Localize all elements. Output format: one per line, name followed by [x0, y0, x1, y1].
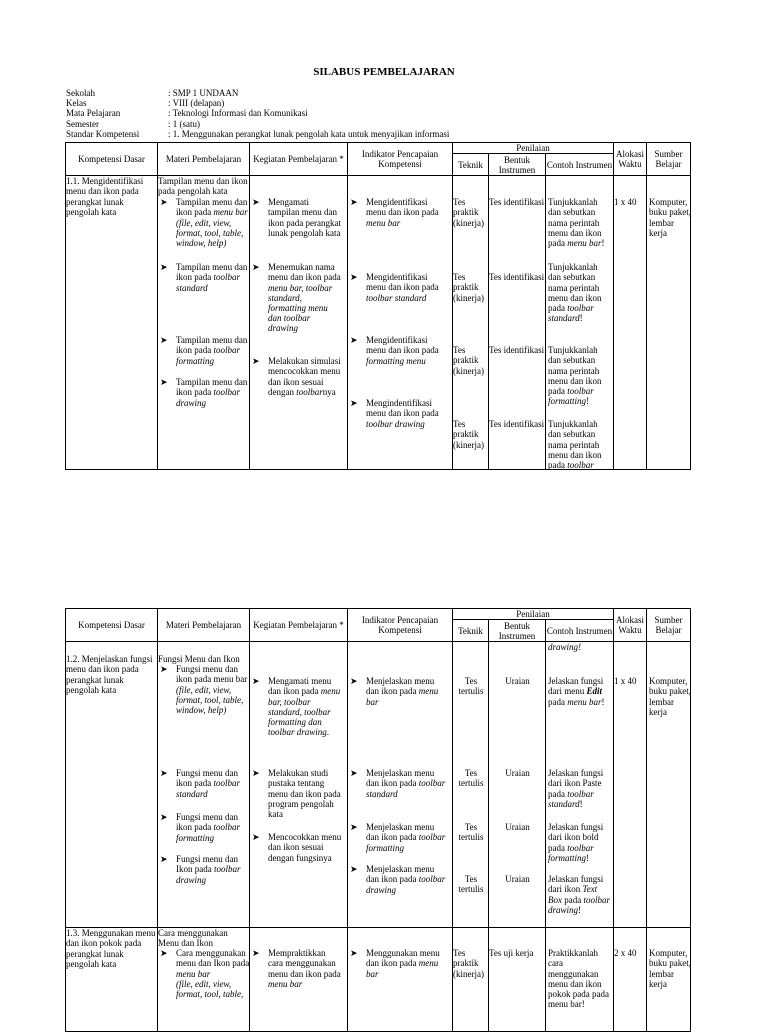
- header-kompetensi-dasar: Kompetensi Dasar: [66, 609, 158, 642]
- indikator-cell: [348, 642, 453, 928]
- materi-item: ➤ Cara menggunakan menu dan Ikon pada menu bar (file, edit, view, format, tool, table,: [160, 948, 250, 1000]
- sumber-cell: [647, 928, 691, 1032]
- bentuk-text: Uraian: [505, 874, 530, 885]
- indikator-item: ➤ Menjelaskan menu dan ikon pada toolbar formatting: [350, 822, 446, 853]
- indikator-item: ➤ Mengindentifikasi menu dan ikon pada toolbar drawing: [350, 398, 439, 429]
- arrow-bullet-icon: ➤: [252, 676, 260, 687]
- syllabus-table-1: [65, 142, 691, 470]
- teknik-text: Tes tertulis: [458, 676, 484, 697]
- arrow-bullet-icon: ➤: [160, 335, 168, 346]
- contoh-cell: [546, 176, 614, 470]
- materi-intro: Tampilan menu dan ikon pada pengolah kata: [158, 176, 248, 197]
- indikator-cell: [348, 176, 453, 470]
- indikator-cell: [348, 928, 453, 1032]
- meta-label: Standar Kompetensi: [66, 128, 140, 139]
- kegiatan-item: ➤ Mempraktikkan cara menggunakan menu dan ikon pada menu bar: [252, 948, 341, 989]
- arrow-bullet-icon: ➤: [160, 197, 168, 208]
- alokasi-text: 1 x 40: [614, 676, 637, 687]
- meta-value: : VIII (delapan): [168, 98, 225, 109]
- kd-text: 1.1. Mengidentifikasi menu dan ikon pada perangkat lunak pengolah kata: [66, 176, 144, 217]
- indikator-item: ➤ Mengidentifikasi menu dan ikon pada formatting menu: [350, 335, 439, 366]
- arrow-bullet-icon: ➤: [350, 948, 358, 959]
- kd-text: 1.3. Menggunakan menu dan ikon pokok pada perangkat lunak pengolah kata: [66, 928, 156, 969]
- header-bentuk: Bentuk Instrumen: [489, 620, 546, 642]
- materi-cell: [158, 176, 250, 470]
- arrow-bullet-icon: ➤: [160, 854, 168, 865]
- meta-label: Sekolah: [66, 88, 95, 98]
- indikator-item: ➤ Mengidentifikasi menu dan ikon pada menu bar: [350, 197, 439, 228]
- arrow-bullet-icon: ➤: [160, 768, 168, 779]
- kd-cell: [66, 928, 158, 1032]
- alokasi-text: 1 x 40: [614, 197, 637, 208]
- materi-item: ➤ Tampilan menu dan ikon pada toolbar formatting: [160, 335, 248, 366]
- alokasi-text: 2 x 40: [614, 948, 637, 959]
- materi-item: ➤ Fungsi menu dan ikon pada menu bar (file, edit, view, format, tool, table, window, help): [160, 664, 248, 716]
- arrow-bullet-icon: ➤: [350, 864, 358, 875]
- arrow-bullet-icon: ➤: [160, 262, 168, 273]
- contoh-text: Jelaskan fungsi dari ikon bold pada toolbar formatting!: [548, 822, 604, 863]
- syllabus-table-2: [65, 608, 691, 1032]
- alokasi-cell: [614, 642, 647, 928]
- materi-item: ➤ Tampilan menu dan ikon pada toolbar drawing: [160, 377, 248, 408]
- materi-item: ➤ Fungsi menu dan ikon pada toolbar standard: [160, 768, 241, 799]
- materi-item: ➤ Tampilan menu dan ikon pada menu bar (file, edit, view, format, tool, table, window, help): [160, 197, 248, 249]
- header-teknik: Teknik: [453, 620, 489, 642]
- arrow-bullet-icon: ➤: [350, 335, 358, 346]
- teknik-text: Tes praktik (kinerja): [453, 419, 484, 450]
- materi-cell: [158, 928, 250, 1032]
- indikator-item: ➤ Menjelaskan menu dan ikon pada toolbar standard: [350, 768, 446, 799]
- kegiatan-cell: [250, 642, 348, 928]
- contoh-text: Tunjukkanlah dan sebutkan nama perintah menu dan ikon pada toolbar standard!: [548, 262, 602, 324]
- header-penilaian: Penilaian: [453, 609, 614, 620]
- bentuk-text: Tes uji kerja: [489, 948, 534, 959]
- teknik-cell: [453, 176, 489, 470]
- header-contoh: Contoh Instrumen: [546, 620, 614, 642]
- contoh-text: Tunjukkanlah dan sebutkan nama perintah menu dan ikon pada toolbar formatting!: [548, 345, 602, 407]
- meta-row: [66, 129, 449, 139]
- arrow-bullet-icon: ➤: [350, 822, 358, 833]
- materi-item: ➤ Fungsi menu dan Ikon pada toolbar drawing: [160, 854, 241, 885]
- sumber-text: Komputer, buku paket, lembar kerja: [649, 948, 691, 989]
- sumber-cell: [647, 642, 691, 928]
- arrow-bullet-icon: ➤: [252, 832, 260, 843]
- kegiatan-cell: [250, 176, 348, 470]
- meta-row: [66, 98, 449, 108]
- meta-value: : 1 (satu): [168, 118, 200, 129]
- teknik-text: Tes tertulis: [458, 874, 484, 895]
- arrow-bullet-icon: ➤: [160, 948, 168, 959]
- meta-value: : 1. Menggunakan perangkat lunak pengolah kata untuk menyajikan informasi: [168, 128, 450, 139]
- contoh-continuation: drawing!: [548, 642, 582, 653]
- materi-item: ➤ Tampilan menu dan ikon pada toolbar standard: [160, 262, 248, 293]
- kegiatan-item: ➤ Melakukan studi pustaka tentang menu dan ikon pada program pengolah kata: [252, 768, 341, 820]
- contoh-cell: [546, 642, 614, 928]
- kegiatan-item: ➤ Melakukan simulasi mencocokkan menu dan ikon sesuai dengan toolbarnya: [252, 356, 341, 397]
- bentuk-cell: [489, 176, 546, 470]
- bentuk-cell: [489, 642, 546, 928]
- header-sumber: Sumber Belajar: [647, 143, 691, 176]
- kd-cell: [66, 176, 158, 470]
- teknik-text: Tes praktik (kinerja): [453, 197, 484, 228]
- arrow-bullet-icon: ➤: [252, 356, 260, 367]
- alokasi-cell: [614, 928, 647, 1032]
- teknik-cell: [453, 928, 489, 1032]
- sumber-text: Komputer, buku paket, lembar kerja: [649, 197, 691, 238]
- teknik-text: Tes praktik (kinerja): [453, 345, 484, 376]
- indikator-item: ➤ Menggunakan menu dan ikon pada menu bar: [350, 948, 440, 979]
- arrow-bullet-icon: ➤: [350, 768, 358, 779]
- teknik-text: Tes tertulis: [458, 822, 484, 843]
- materi-item: ➤ Fungsi menu dan ikon pada toolbar formatting: [160, 812, 241, 843]
- arrow-bullet-icon: ➤: [252, 262, 260, 273]
- header-alokasi: Alokasi Waktu: [614, 609, 647, 642]
- meta-label: Semester: [66, 118, 99, 129]
- bentuk-text: Uraian: [505, 676, 530, 687]
- arrow-bullet-icon: ➤: [350, 398, 358, 409]
- header-sumber: Sumber Belajar: [647, 609, 691, 642]
- page-title: SILABUS PEMBELAJARAN: [313, 66, 455, 78]
- syllabus-meta: [66, 88, 449, 139]
- bentuk-text: Tes identifikasi: [489, 345, 545, 356]
- meta-value: : SMP 1 UNDAAN: [168, 88, 239, 98]
- header-contoh: Contoh Instrumen: [546, 154, 614, 176]
- header-bentuk: Bentuk Instrumen: [489, 154, 546, 176]
- header-indikator: Indikator Pencapaian Kompetensi: [348, 143, 453, 176]
- contoh-cell: [546, 928, 614, 1032]
- header-alokasi: Alokasi Waktu: [614, 143, 647, 176]
- header-kegiatan: Kegiatan Pembelajaran *: [250, 143, 348, 176]
- sumber-cell: [647, 176, 691, 470]
- arrow-bullet-icon: ➤: [252, 948, 260, 959]
- header-teknik: Teknik: [453, 154, 489, 176]
- arrow-bullet-icon: ➤: [160, 377, 168, 388]
- indikator-item: ➤ Menjelaskan menu dan ikon pada menu bar: [350, 676, 439, 707]
- meta-row: [66, 119, 449, 129]
- kegiatan-item: ➤ Mencocokkan menu dan ikon sesuai dengan fungsinya: [252, 832, 342, 863]
- kegiatan-cell: [250, 928, 348, 1032]
- header-kompetensi-dasar: Kompetensi Dasar: [66, 143, 158, 176]
- kegiatan-item: ➤ Menemukan nama menu dan ikon pada menu bar, toolbar standard, formatting menu dan toolbar drawing: [252, 262, 341, 334]
- arrow-bullet-icon: ➤: [160, 664, 168, 675]
- materi-cell: [158, 642, 250, 928]
- arrow-bullet-icon: ➤: [160, 812, 168, 823]
- teknik-text: Tes tertulis: [458, 768, 484, 789]
- indikator-item: ➤ Mengidentifikasi menu dan ikon pada toolbar standard: [350, 272, 439, 303]
- kegiatan-item: ➤ Mengamati menu dan ikon pada menu bar, toolbar standard, toolbar formatting dan toolbar drawing.: [252, 676, 341, 738]
- kd-cell: [66, 642, 158, 928]
- meta-row: [66, 88, 449, 98]
- alokasi-cell: [614, 176, 647, 470]
- arrow-bullet-icon: ➤: [252, 197, 260, 208]
- materi-intro: Cara menggunakan Menu dan Ikon: [158, 928, 228, 949]
- meta-label: Kelas: [66, 98, 87, 109]
- meta-label: Mata Pelajaran: [66, 108, 121, 119]
- header-materi: Materi Pembelajaran: [158, 143, 250, 176]
- contoh-text: Tunjukkanlah dan sebutkan nama perintah menu dan ikon pada menu bar!: [548, 197, 605, 249]
- bentuk-text: Tes identifikasi: [489, 272, 545, 283]
- header-indikator: Indikator Pencapaian Kompetensi: [348, 609, 453, 642]
- header-materi: Materi Pembelajaran: [158, 609, 250, 642]
- bentuk-text: Tes identifikasi: [489, 419, 545, 430]
- bentuk-text: Tes identifikasi: [489, 197, 545, 208]
- meta-value: : Teknologi Informasi dan Komunikasi: [168, 108, 308, 119]
- arrow-bullet-icon: ➤: [252, 768, 260, 779]
- teknik-text: Tes praktik (kinerja): [453, 948, 484, 979]
- meta-row: [66, 108, 449, 118]
- contoh-text: Praktikkanlah cara menggunakan menu dan ikon pokok pada pada menu bar!: [548, 948, 609, 1010]
- materi-intro: Fungsi Menu dan Ikon: [158, 654, 240, 665]
- contoh-text: Jelaskan fungsi dari menu Edit pada menu bar!: [548, 676, 605, 707]
- kd-text: 1.2. Menjelaskan fungsi menu dan ikon pada perangkat lunak pengolah kata: [66, 654, 153, 695]
- arrow-bullet-icon: ➤: [350, 272, 358, 283]
- bentuk-cell: [489, 928, 546, 1032]
- teknik-text: Tes praktik (kinerja): [453, 272, 484, 303]
- header-kegiatan: Kegiatan Pembelajaran *: [250, 609, 348, 642]
- sumber-text: Komputer, buku paket, lembar kerja: [649, 676, 691, 717]
- bentuk-text: Uraian: [505, 822, 530, 833]
- header-penilaian: Penilaian: [453, 143, 614, 154]
- contoh-text: Jelaskan fungsi dari ikon Text Box pada toolbar drawing!: [548, 874, 611, 915]
- kegiatan-item: ➤ Mengamati tampilan menu dan ikon pada perangkat lunak pengolah kata: [252, 197, 341, 238]
- teknik-cell: [453, 642, 489, 928]
- arrow-bullet-icon: ➤: [350, 676, 358, 687]
- contoh-text: Tunjukkanlah dan sebutkan nama perintah menu dan ikon pada toolbar: [548, 419, 602, 471]
- bentuk-text: Uraian: [505, 768, 530, 779]
- contoh-text: Jelaskan fungsi dari ikon Paste pada toolbar standard!: [548, 768, 604, 809]
- arrow-bullet-icon: ➤: [350, 197, 358, 208]
- indikator-item: ➤ Menjelaskan menu dan ikon pada toolbar drawing: [350, 864, 446, 895]
